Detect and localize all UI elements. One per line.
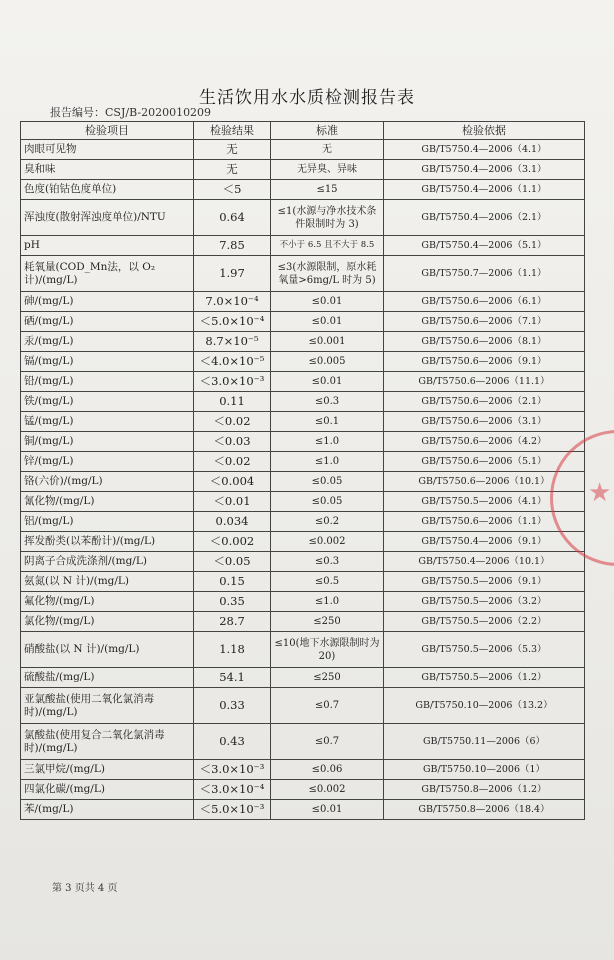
cell-basis: GB/T5750.4—2006（10.1） bbox=[384, 552, 585, 572]
cell-result: 0.43 bbox=[194, 724, 271, 760]
cell-standard: ≤0.01 bbox=[271, 312, 384, 332]
cell-basis: GB/T5750.6—2006（8.1） bbox=[384, 332, 585, 352]
cell-item: 铁/(mg/L) bbox=[21, 392, 194, 412]
cell-result: 0.11 bbox=[194, 392, 271, 412]
cell-standard: ≤0.01 bbox=[271, 372, 384, 392]
table-row bbox=[21, 256, 585, 292]
cell-result: ＜0.002 bbox=[194, 532, 271, 552]
report-title: 生活饮用水水质检测报告表 bbox=[199, 88, 415, 108]
cell-standard: ≤0.3 bbox=[271, 552, 384, 572]
cell-standard: ≤0.01 bbox=[271, 292, 384, 312]
cell-result: ＜3.0×10⁻³ bbox=[194, 372, 271, 392]
cell-result: 28.7 bbox=[194, 612, 271, 632]
cell-basis: GB/T5750.6—2006（10.1） bbox=[384, 472, 585, 492]
cell-item: 氨氮(以 N 计)/(mg/L) bbox=[21, 572, 194, 592]
cell-standard: ≤0.001 bbox=[271, 332, 384, 352]
cell-standard: ≤0.05 bbox=[271, 472, 384, 492]
table-header-row bbox=[21, 122, 585, 140]
table-row bbox=[21, 292, 585, 312]
cell-item: 挥发酚类(以苯酚计)/(mg/L) bbox=[21, 532, 194, 552]
cell-standard: ≤10(地下水源限制时为 20) bbox=[271, 632, 384, 668]
cell-item: 锌/(mg/L) bbox=[21, 452, 194, 472]
cell-item: 氯酸盐(使用复合二氧化氯消毒时)/(mg/L) bbox=[21, 724, 194, 760]
cell-basis: GB/T5750.10—2006（1） bbox=[384, 760, 585, 780]
cell-result: 0.15 bbox=[194, 572, 271, 592]
table-row bbox=[21, 140, 585, 160]
table-row bbox=[21, 724, 585, 760]
cell-item: 耗氧量(COD_Mn法，以 O₂计)/(mg/L) bbox=[21, 256, 194, 292]
table-row bbox=[21, 180, 585, 200]
table-row bbox=[21, 492, 585, 512]
table-row bbox=[21, 592, 585, 612]
cell-basis: GB/T5750.6—2006（9.1） bbox=[384, 352, 585, 372]
cell-basis: GB/T5750.11—2006（6） bbox=[384, 724, 585, 760]
table-row bbox=[21, 532, 585, 552]
header-basis: 检验依据 bbox=[384, 122, 585, 140]
cell-result: 0.35 bbox=[194, 592, 271, 612]
table-row bbox=[21, 572, 585, 592]
cell-standard: ≤0.002 bbox=[271, 532, 384, 552]
cell-basis: GB/T5750.5—2006（3.2） bbox=[384, 592, 585, 612]
cell-standard: 无 bbox=[271, 140, 384, 160]
cell-item: 氟化物/(mg/L) bbox=[21, 592, 194, 612]
cell-item: 阴离子合成洗涤剂/(mg/L) bbox=[21, 552, 194, 572]
cell-basis: GB/T5750.10—2006（13.2） bbox=[384, 688, 585, 724]
header-item: 检验项目 bbox=[21, 122, 194, 140]
table-row bbox=[21, 668, 585, 688]
table-row bbox=[21, 332, 585, 352]
cell-item: 砷/(mg/L) bbox=[21, 292, 194, 312]
cell-basis: GB/T5750.6—2006（7.1） bbox=[384, 312, 585, 332]
cell-item: 亚氯酸盐(使用二氧化氯消毒时)/(mg/L) bbox=[21, 688, 194, 724]
cell-item: 肉眼可见物 bbox=[21, 140, 194, 160]
table-row bbox=[21, 780, 585, 800]
cell-standard: ≤0.5 bbox=[271, 572, 384, 592]
table-row bbox=[21, 632, 585, 668]
cell-standard: ≤0.002 bbox=[271, 780, 384, 800]
cell-standard: ≤15 bbox=[271, 180, 384, 200]
table-row bbox=[21, 312, 585, 332]
cell-result: 0.33 bbox=[194, 688, 271, 724]
cell-result: ＜4.0×10⁻⁵ bbox=[194, 352, 271, 372]
table-row bbox=[21, 352, 585, 372]
cell-item: 臭和味 bbox=[21, 160, 194, 180]
header-standard: 标准 bbox=[271, 122, 384, 140]
cell-basis: GB/T5750.6—2006（2.1） bbox=[384, 392, 585, 412]
cell-result: ＜0.03 bbox=[194, 432, 271, 452]
cell-standard: ≤1.0 bbox=[271, 592, 384, 612]
cell-standard: ≤0.7 bbox=[271, 724, 384, 760]
cell-standard: ≤1.0 bbox=[271, 432, 384, 452]
cell-result: ＜3.0×10⁻⁴ bbox=[194, 780, 271, 800]
cell-result: 7.85 bbox=[194, 236, 271, 256]
cell-result: ＜3.0×10⁻³ bbox=[194, 760, 271, 780]
cell-basis: GB/T5750.4—2006（2.1） bbox=[384, 200, 585, 236]
cell-item: 硒/(mg/L) bbox=[21, 312, 194, 332]
table-row bbox=[21, 472, 585, 492]
cell-standard: ≤1.0 bbox=[271, 452, 384, 472]
page-footer: 第 3 页共 4 页 bbox=[52, 883, 118, 894]
cell-item: 铝/(mg/L) bbox=[21, 512, 194, 532]
cell-result: ＜0.02 bbox=[194, 452, 271, 472]
table-row bbox=[21, 200, 585, 236]
table-row bbox=[21, 688, 585, 724]
cell-basis: GB/T5750.5—2006（1.2） bbox=[384, 668, 585, 688]
cell-basis: GB/T5750.8—2006（1.2） bbox=[384, 780, 585, 800]
results-table bbox=[20, 121, 585, 820]
cell-basis: GB/T5750.4—2006（5.1） bbox=[384, 236, 585, 256]
table-row bbox=[21, 800, 585, 820]
cell-basis: GB/T5750.5—2006（5.3） bbox=[384, 632, 585, 668]
cell-standard: ≤0.7 bbox=[271, 688, 384, 724]
cell-basis: GB/T5750.4—2006（9.1） bbox=[384, 532, 585, 552]
cell-standard: ≤250 bbox=[271, 612, 384, 632]
cell-basis: GB/T5750.6—2006（11.1） bbox=[384, 372, 585, 392]
cell-standard: ≤0.3 bbox=[271, 392, 384, 412]
table-row bbox=[21, 236, 585, 256]
cell-standard: ≤0.06 bbox=[271, 760, 384, 780]
cell-item: 氰化物/(mg/L) bbox=[21, 492, 194, 512]
cell-result: 0.034 bbox=[194, 512, 271, 532]
table-row bbox=[21, 612, 585, 632]
cell-result: ＜0.05 bbox=[194, 552, 271, 572]
cell-result: ＜5 bbox=[194, 180, 271, 200]
cell-result: 无 bbox=[194, 140, 271, 160]
cell-result: ＜0.02 bbox=[194, 412, 271, 432]
cell-basis: GB/T5750.5—2006（2.2） bbox=[384, 612, 585, 632]
table-row bbox=[21, 432, 585, 452]
cell-result: 7.0×10⁻⁴ bbox=[194, 292, 271, 312]
cell-result: 1.97 bbox=[194, 256, 271, 292]
cell-basis: GB/T5750.7—2006（1.1） bbox=[384, 256, 585, 292]
cell-result: 0.64 bbox=[194, 200, 271, 236]
cell-result: 54.1 bbox=[194, 668, 271, 688]
cell-item: 三氯甲烷/(mg/L) bbox=[21, 760, 194, 780]
cell-standard: ≤0.1 bbox=[271, 412, 384, 432]
cell-basis: GB/T5750.5—2006（4.1） bbox=[384, 492, 585, 512]
table-row bbox=[21, 372, 585, 392]
table-row bbox=[21, 552, 585, 572]
cell-standard: ≤0.2 bbox=[271, 512, 384, 532]
cell-standard: 无异臭、异味 bbox=[271, 160, 384, 180]
table-row bbox=[21, 412, 585, 432]
cell-basis: GB/T5750.6—2006（5.1） bbox=[384, 452, 585, 472]
cell-basis: GB/T5750.6—2006（3.1） bbox=[384, 412, 585, 432]
star-icon: ★ bbox=[588, 478, 612, 508]
cell-basis: GB/T5750.4—2006（3.1） bbox=[384, 160, 585, 180]
cell-item: 铬(六价)/(mg/L) bbox=[21, 472, 194, 492]
cell-item: 浑浊度(散射浑浊度单位)/NTU bbox=[21, 200, 194, 236]
cell-basis: GB/T5750.4—2006（4.1） bbox=[384, 140, 585, 160]
cell-item: 镉/(mg/L) bbox=[21, 352, 194, 372]
cell-basis: GB/T5750.6—2006（4.2） bbox=[384, 432, 585, 452]
cell-item: 汞/(mg/L) bbox=[21, 332, 194, 352]
cell-result: 1.18 bbox=[194, 632, 271, 668]
cell-standard: ≤250 bbox=[271, 668, 384, 688]
cell-item: 氯化物/(mg/L) bbox=[21, 612, 194, 632]
table-row bbox=[21, 160, 585, 180]
cell-basis: GB/T5750.4—2006（1.1） bbox=[384, 180, 585, 200]
cell-basis: GB/T5750.6—2006（1.1） bbox=[384, 512, 585, 532]
cell-result: ＜5.0×10⁻⁴ bbox=[194, 312, 271, 332]
table-row bbox=[21, 392, 585, 412]
table-row bbox=[21, 452, 585, 472]
cell-item: 铜/(mg/L) bbox=[21, 432, 194, 452]
cell-basis: GB/T5750.6—2006（6.1） bbox=[384, 292, 585, 312]
cell-standard: ≤0.01 bbox=[271, 800, 384, 820]
cell-result: ＜5.0×10⁻³ bbox=[194, 800, 271, 820]
cell-item: 色度(铂钴色度单位) bbox=[21, 180, 194, 200]
cell-standard: ≤0.005 bbox=[271, 352, 384, 372]
cell-item: pH bbox=[21, 236, 194, 256]
cell-result: ＜0.01 bbox=[194, 492, 271, 512]
cell-item: 铅/(mg/L) bbox=[21, 372, 194, 392]
header-result: 检验结果 bbox=[194, 122, 271, 140]
cell-item: 硫酸盐/(mg/L) bbox=[21, 668, 194, 688]
cell-result: ＜0.004 bbox=[194, 472, 271, 492]
table-row bbox=[21, 760, 585, 780]
cell-item: 四氯化碳/(mg/L) bbox=[21, 780, 194, 800]
cell-standard: ≤1(水源与净水技术条件限制时为 3) bbox=[271, 200, 384, 236]
cell-result: 无 bbox=[194, 160, 271, 180]
cell-standard: ≤0.05 bbox=[271, 492, 384, 512]
cell-basis: GB/T5750.5—2006（9.1） bbox=[384, 572, 585, 592]
cell-item: 锰/(mg/L) bbox=[21, 412, 194, 432]
cell-item: 硝酸盐(以 N 计)/(mg/L) bbox=[21, 632, 194, 668]
cell-basis: GB/T5750.8—2006（18.4） bbox=[384, 800, 585, 820]
cell-standard: ≤3(水源限制，原水耗氧量>6mg/L 时为 5) bbox=[271, 256, 384, 292]
cell-item: 苯/(mg/L) bbox=[21, 800, 194, 820]
cell-standard: 不小于 6.5 且不大于 8.5 bbox=[271, 236, 384, 256]
cell-result: 8.7×10⁻⁵ bbox=[194, 332, 271, 352]
report-number: 报告编号：CSJ/B-2020010209 bbox=[50, 106, 212, 119]
table-row bbox=[21, 512, 585, 532]
